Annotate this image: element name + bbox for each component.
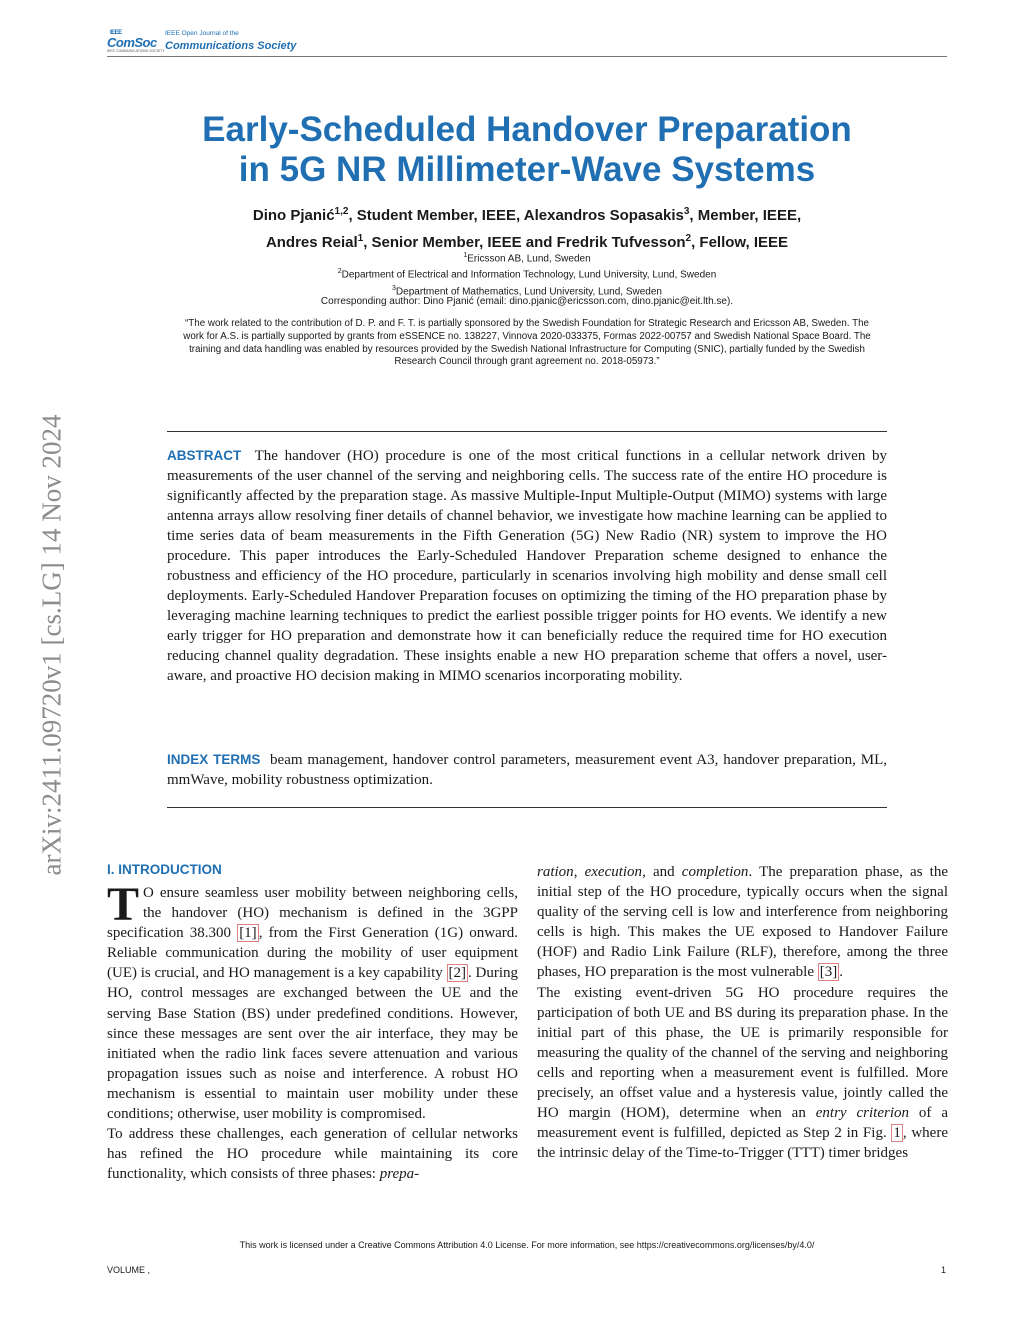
text-run: To address these challenges, each generation of cellular networks has refined the HO procedure while maintaining its core functionality, which consists of three phases:: [107, 1126, 518, 1183]
volume-label: VOLUME ,: [107, 1265, 151, 1275]
emphasis: ration: [537, 864, 574, 880]
body-column-right: [537, 862, 948, 1163]
paper-title: [107, 110, 947, 190]
abstract: [167, 446, 887, 686]
text-run: of a measurement event is fulfilled, depicted as Step 2 in Fig.: [537, 1105, 948, 1142]
author-affil-sup: 2: [685, 233, 692, 244]
paragraph: [537, 862, 948, 983]
text-run: . The preparation phase, as the initial step of the HO procedure, typically occurs when the signal quality of the serving cell is low and interference from neighboring cells is high. This makes the UE exposed to Handover Failure (HOF) and Radio Link Failure (RLF), therefore, among the three phases, HO preparation is the most vulnerable: [537, 864, 949, 981]
corresponding-author: Corresponding author: Dino Pjanić (email: dino.pjanic@ericsson.com, dino.pjanic@eit.lth.se).: [320, 296, 734, 307]
abstract-top-rule: [167, 431, 887, 432]
author-name: Fredrik Tufvesson: [556, 234, 686, 251]
affiliation-text: Department of Electrical and Information Technology, Lund University, Lund, Sweden: [341, 269, 717, 281]
author-role: , Student Member, IEEE,: [348, 207, 524, 224]
affiliation-item: [107, 249, 947, 265]
text-run: , where the intrinsic delay of the Time-to-Trigger (TTT) timer bridges: [537, 1125, 948, 1162]
paragraph: [537, 983, 948, 1164]
figure-link[interactable]: 1: [893, 1125, 901, 1142]
section-heading: I. INTRODUCTION: [107, 862, 222, 877]
author-affil-sup: 1: [357, 233, 364, 244]
affiliation-sup: 2: [337, 268, 342, 276]
affiliation-sup: 1: [463, 252, 468, 259]
affiliation-text: Ericsson AB, Lund, Sweden: [467, 253, 591, 265]
index-terms-label: INDEX TERMS: [167, 752, 261, 767]
author-role: , Member, IEEE,: [689, 207, 802, 224]
affiliation-item: [107, 265, 947, 281]
index-terms-text: beam management, handover control parameters, measurement event A3, handover preparation, ML, mmWave, mobility robustness optimization.: [167, 752, 887, 788]
author-affil-sup: 1,2: [334, 206, 349, 217]
logo-pre: IEEE: [110, 30, 122, 36]
abstract-bottom-rule: [167, 807, 887, 808]
author-name: Dino Pjanić: [252, 207, 335, 224]
abstract-text: The handover (HO) procedure is one of the most critical functions in a cellular network driven by measurements of the user channel of the serving and neighboring cells. The success rate of the entire HO procedure is significantly affected by the preparation stage. As massive Multiple-Input Multiple-Output (MIMO) systems with large antenna arrays allow resolving finer details of channel behavior, we investigate how machine learning can be applied to time series data of beam measurements in the Fifth Generation (5G) New Radio (NR) system to improve the HO procedure. This paper introduces the Early-Scheduled Handover Preparation scheme designed to enhance the robustness and efficiency of the HO procedure, particularly in scenarios involving high mobility and dense small cell deployments. Early-Scheduled Handover Preparation focuses on optimizing the timing of the HO preparation phase by leveraging machine learning techniques to predict the earliest possible trigger points for HO events. We identify a new early trigger for HO preparation and demonstrate how it can beneficially reduce the required time for HO execution reducing channel quality degradation. These insights enable a new HO preparation scheme that offers a novel, user-aware, and proactive HO decision making in MIMO scenarios incorporating mobility.: [167, 448, 888, 684]
text-run: .: [839, 964, 844, 981]
author-list: [107, 200, 947, 254]
citation-link[interactable]: [1]: [239, 925, 257, 942]
logo-name: ComSoc: [107, 35, 157, 50]
index-terms: [167, 750, 887, 790]
funding-note: “The work related to the contribution of D. P. and F. T. is partially sponsored by the Swedish Foundation for Strategic Research and Ericsson AB, Sweden. The work for A.S. is partially supported by grants from eSSENCE no. 138227, Vinnova 2020-033375, Formas 2022-00757 and Swedish National Space Board. The training and data handling was enabled by resources provided by the Swedish National Infrastructure for Computing (SNIC), partially funded by the Swedish Research Council through grant agreement no. 2018-05973.”: [183, 318, 871, 368]
abstract-label: ABSTRACT: [167, 448, 242, 463]
author-name: Andres Reial: [265, 234, 358, 251]
paragraph: [107, 878, 519, 1124]
text-run: , and: [642, 864, 682, 880]
author-line-1: [107, 200, 947, 227]
journal-logo: [107, 30, 307, 56]
affiliation-text: Department of Mathematics, Lund University, Lund, Sweden: [395, 285, 662, 297]
citation-link[interactable]: [3]: [819, 964, 838, 981]
text-run: O ensure seamless user mobility between neighboring cells, the handover (HO) mechanism is defined in the 3GPP specification 38.300: [107, 885, 518, 942]
arxiv-stamp: arXiv:2411.09720v1 [cs.LG] 14 Nov 2024: [36, 414, 67, 876]
author-role: , Fellow, IEEE: [691, 234, 789, 251]
journal-line: IEEE Open Journal of the: [165, 30, 239, 37]
affiliation-sup: 3: [392, 284, 396, 292]
author-role: , Senior Member, IEEE and: [363, 234, 557, 251]
affiliations: [107, 249, 947, 298]
text-run: The existing event-driven 5G HO procedure requires the participation of both UE and BS during its preparation phase. In the initial part of this phase, the UE is primarily responsible for measuring the quality of the channel of the serving and neighboring cells and reporting when a measurement event is fulfilled. More precisely, an offset value and a hysteresis value, jointly called the HO margin (HOM), determine when an: [537, 984, 948, 1122]
citation-link[interactable]: [2]: [448, 965, 466, 982]
comsoc-logo: [107, 30, 157, 50]
page-number: 1: [941, 1265, 947, 1275]
author-name: Alexandros Sopasakis: [523, 207, 684, 224]
text-run: . During HO, control messages are exchanged between the UE and the serving Base Station (BS) under predefined conditions. However, since these messages are sent over the air interface, they may be initiated when the radio link faces severe attenuation and various propagation issues such as noise and interference. A robust HO mechanism is essential to maintain user mobility under these conditions; otherwise, user mobility is compromised.: [107, 965, 518, 1123]
title-line-2: in 5G NR Millimeter-Wave Systems: [238, 150, 816, 189]
paragraph: [107, 1124, 518, 1184]
author-affil-sup: 3: [683, 206, 690, 217]
text-run: , from the First Generation (1G) onward. Reliable communication during the mobility of user equipment (UE) is crucial, and HO management is a key capability: [107, 925, 519, 982]
license-footer: This work is licensed under a Creative Commons Attribution 4.0 License. For more information, see https://creativecommons.org/licenses/by/4.0/: [239, 1240, 815, 1250]
text-run: ,: [573, 864, 585, 880]
emphasis: completion: [681, 864, 749, 880]
emphasis: entry criterion: [815, 1105, 909, 1122]
emphasis: execution: [584, 864, 643, 880]
header-divider: [107, 56, 947, 57]
society-line: Communications Society: [165, 40, 297, 52]
logo-tagline: IEEE COMMUNICATIONS SOCIETY: [107, 49, 165, 53]
title-line-1: Early-Scheduled Handover Preparation: [202, 110, 852, 149]
body-column-left: [107, 860, 518, 1184]
drop-cap: T: [107, 878, 140, 931]
emphasis: prepa-: [379, 1166, 420, 1183]
